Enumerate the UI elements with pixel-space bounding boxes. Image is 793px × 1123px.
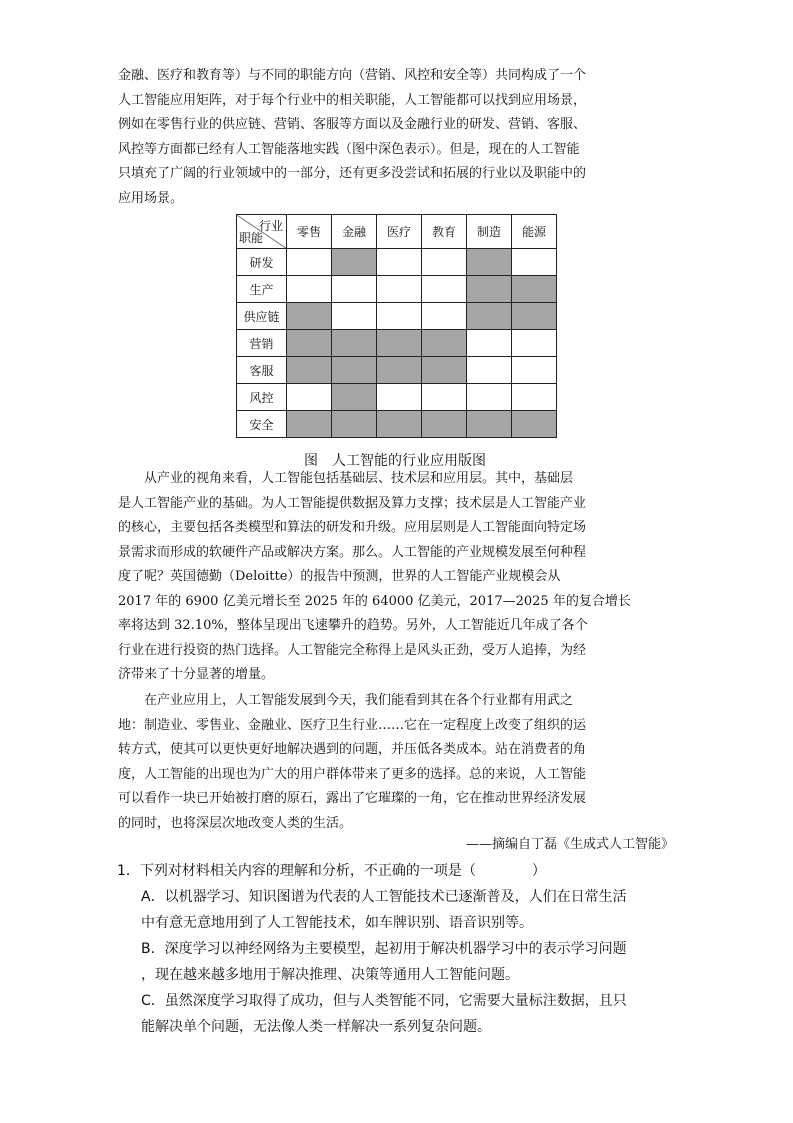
text-line: 是人工智能产业的基础。为人工智能提供数据及算力支撑；技术层是人工智能产业 [118, 495, 587, 511]
text-line: 的同时，也将深层次地改变人类的生活。 [118, 815, 353, 831]
option-a-line-1[interactable]: A．以机器学习、知识图谱为代表的人工智能技术已逐渐普及，人们在日常生活 [141, 889, 627, 905]
row-header: 生产 [237, 276, 287, 303]
table-cell-empty [422, 276, 467, 303]
row-header: 客服 [237, 357, 287, 384]
table-cell-filled [377, 357, 422, 384]
table-cell-empty [422, 249, 467, 276]
option-b-line-1[interactable]: B．深度学习以神经网络为主要模型，起初用于解决机器学习中的表示学习问题 [141, 941, 627, 957]
text-line: 景需求而形成的软硬件产品或解决方案。那么。人工智能的产业规模发展至何种程 [118, 544, 587, 560]
text-line: 风控等方面都已经有人工智能落地实践（图中深色表示）。但是，现在的人工智能 [118, 141, 580, 157]
table-cell-empty [377, 384, 422, 411]
table-cell-filled [332, 384, 377, 411]
paragraph-industry-application [118, 689, 674, 836]
table-cell-empty [512, 357, 557, 384]
text-line: 人工智能应用矩阵，对于每个行业中的相关职能，人工智能都可以找到应用场景， [118, 92, 587, 108]
source-citation: ——摘编自丁磊《生成式人工智能》 [465, 837, 674, 852]
table-cell-empty [512, 330, 557, 357]
text-line: 可以看作一块已开始被打磨的原石，露出了它璀璨的一角，它在推动世界经济发展 [118, 791, 587, 806]
column-header: 金融 [332, 215, 377, 249]
column-header: 制造 [467, 215, 512, 249]
table-cell-empty [512, 249, 557, 276]
figure-caption: 图 人工智能的行业应用版图 [304, 453, 486, 469]
table-cell-filled [287, 357, 332, 384]
table-cell-filled [377, 411, 422, 438]
column-header: 教育 [422, 215, 467, 249]
table-cell-filled [512, 411, 557, 438]
paragraph-industry-matrix [118, 64, 674, 211]
paragraph-industry-scale [118, 467, 674, 688]
table-cell-filled [332, 330, 377, 357]
option-a-line-2[interactable]: 中有意无意地用到了人工智能技术，如车牌识别、语音识别等。 [141, 915, 533, 931]
option-c-line-1[interactable]: C．虽然深度学习取得了成功，但与人类智能不同，它需要大量标注数据，且只 [141, 993, 627, 1009]
table-row [237, 303, 557, 330]
row-header: 安全 [237, 411, 287, 438]
corner-label-industry: 行业 [258, 219, 283, 233]
option-b-line-2[interactable]: ，现在越来越多地用于解决推理、决策等通用人工智能问题。 [141, 967, 519, 983]
table-cell-filled [287, 411, 332, 438]
table-cell-empty [467, 330, 512, 357]
table-cell-filled [467, 276, 512, 303]
table-cell-filled [422, 411, 467, 438]
text-line: 只填充了广阔的行业领域中的一部分，还有更多没尝试和拓展的行业以及职能中的 [118, 166, 587, 181]
option-c-line-2[interactable]: 能解决单个问题，无法像人类一样解决一系列复杂问题。 [141, 1019, 491, 1035]
question-stem: 1．下列对材料相关内容的理解和分析，不正确的一项是（ ） [117, 863, 546, 879]
industry-application-table [236, 214, 557, 438]
table-cell-filled [332, 249, 377, 276]
text-line: 例如在零售行业的供应链、营销、客服等方面以及金融行业的研发、营销、客服、 [118, 117, 587, 132]
text-line: 行业在进行投资的热门选择。人工智能完全称得上是风头正劲，受万人追捧，为经 [118, 642, 587, 658]
table-corner-cell [237, 215, 287, 249]
table-row [237, 249, 557, 276]
table-cell-filled [287, 303, 332, 330]
text-line: 率将达到 32.10%，整体呈现出飞速攀升的趋势。另外，人工智能近几年成了各个 [118, 618, 588, 633]
table-row [237, 411, 557, 438]
question-1 [117, 858, 687, 1040]
table-cell-filled [512, 276, 557, 303]
row-header: 营销 [237, 330, 287, 357]
text-line: 应用场景。 [118, 190, 184, 206]
table-cell-empty [332, 276, 377, 303]
table-cell-filled [467, 411, 512, 438]
table-cell-filled [422, 330, 467, 357]
text-line: 在产业应用上，人工智能发展到今天，我们能看到其在各个行业都有用武之 [144, 693, 574, 708]
table-cell-empty [377, 249, 422, 276]
table-cell-empty [467, 384, 512, 411]
text-line: 2017 年的 6900 亿美元增长至 2025 年的 64000 亿美元，2017—2025 年的复合增长 [118, 593, 631, 609]
table-cell-filled [467, 249, 512, 276]
table-row [237, 330, 557, 357]
text-line: 度了呢？英国德勤（Deloitte）的报告中预测，世界的人工智能产业规模会从 [118, 569, 561, 584]
table-cell-filled [422, 357, 467, 384]
column-header: 零售 [287, 215, 332, 249]
table-cell-empty [467, 357, 512, 384]
text-line: 度，人工智能的出现也为广大的用户群体带来了更多的选择。总的来说，人工智能 [118, 766, 587, 782]
table-cell-empty [422, 303, 467, 330]
row-header: 研发 [237, 249, 287, 276]
table-row [237, 384, 557, 411]
table-cell-empty [287, 384, 332, 411]
row-header: 供应链 [237, 303, 287, 330]
table-cell-filled [332, 357, 377, 384]
table-cell-filled [332, 411, 377, 438]
text-line: 济带来了十分显著的增量。 [118, 667, 275, 682]
table-cell-empty [287, 249, 332, 276]
text-line: 金融、医疗和教育等）与不同的职能方向（营销、风控和安全等）共同构成了一个 [118, 68, 587, 83]
table-header-row [237, 215, 557, 249]
table-cell-empty [377, 303, 422, 330]
table-cell-empty [287, 276, 332, 303]
table-row [237, 276, 557, 303]
table-cell-empty [512, 384, 557, 411]
table-cell-filled [467, 303, 512, 330]
text-line: 地：制造业、零售业、金融业、医疗卫生行业……它在一定程度上改变了组织的运 [118, 717, 587, 733]
corner-label-function: 职能 [239, 231, 264, 245]
table-cell-empty [332, 303, 377, 330]
table-cell-filled [512, 303, 557, 330]
table-cell-empty [422, 384, 467, 411]
table-cell-empty [377, 276, 422, 303]
row-header: 风控 [237, 384, 287, 411]
text-line: 转方式，使其可以更快更好地解决遇到的问题，并压低各类成本。站在消费者的角 [118, 742, 587, 757]
table-cell-filled [287, 330, 332, 357]
table-row [237, 357, 557, 384]
text-line: 的核心，主要包括各类模型和算法的研发和升级。应用层则是人工智能面向特定场 [118, 520, 587, 535]
column-header: 医疗 [377, 215, 422, 249]
column-header: 能源 [512, 215, 557, 249]
text-line: 从产业的视角来看，人工智能包括基础层、技术层和应用层。其中，基础层 [144, 471, 574, 486]
table-cell-filled [377, 330, 422, 357]
